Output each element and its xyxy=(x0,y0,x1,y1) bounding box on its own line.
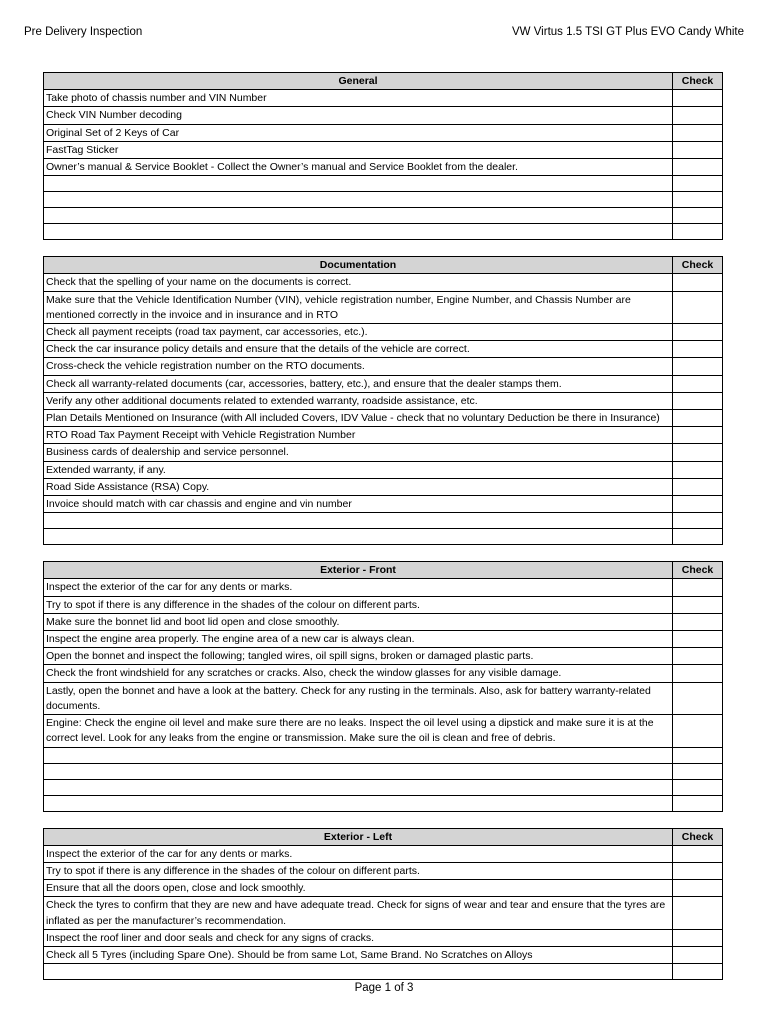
check-cell[interactable] xyxy=(673,862,723,879)
checklist-row xyxy=(44,795,723,811)
check-cell[interactable] xyxy=(673,631,723,648)
item-description: Inspect the engine area properly. The engine area of a new car is always clean. xyxy=(44,631,673,648)
check-cell[interactable] xyxy=(673,795,723,811)
checklist-row xyxy=(44,529,723,545)
checklist-row xyxy=(44,631,723,648)
checklist-row xyxy=(44,964,723,980)
item-description xyxy=(44,224,673,240)
item-description: Check all warranty-related documents (car, accessories, battery, etc.), and ensure that the dealer stamps them. xyxy=(44,375,673,392)
item-description: Business cards of dealership and service personnel. xyxy=(44,444,673,461)
check-cell[interactable] xyxy=(673,579,723,596)
checklist-row xyxy=(44,224,723,240)
spacer-cell xyxy=(44,545,723,562)
checklist-row xyxy=(44,176,723,192)
check-column-header: Check xyxy=(673,562,723,579)
item-description: Check the car insurance policy details and ensure that the details of the vehicle are correct. xyxy=(44,341,673,358)
item-description xyxy=(44,513,673,529)
check-cell[interactable] xyxy=(673,648,723,665)
checklist-row xyxy=(44,410,723,427)
checklist-row xyxy=(44,141,723,158)
check-cell[interactable] xyxy=(673,159,723,176)
check-cell[interactable] xyxy=(673,341,723,358)
item-description: Check the tyres to confirm that they are new and have adequate tread. Check for signs of wear and tear and ensure that the tyres are inflated as per the manufacturer’s recommendation. xyxy=(44,897,673,929)
checklist-row xyxy=(44,763,723,779)
check-cell[interactable] xyxy=(673,208,723,224)
checklist-row xyxy=(44,496,723,513)
item-description: Check the front windshield for any scratches or cracks. Also, check the window glasses for any visible damage. xyxy=(44,665,673,682)
checklist-row xyxy=(44,291,723,323)
item-description xyxy=(44,192,673,208)
checklist-row xyxy=(44,929,723,946)
section-title: Documentation xyxy=(44,257,673,274)
item-description: Inspect the roof liner and door seals and check for any signs of cracks. xyxy=(44,929,673,946)
item-description: Ensure that all the doors open, close and lock smoothly. xyxy=(44,880,673,897)
section-header xyxy=(44,562,723,579)
section-spacer xyxy=(44,545,723,562)
check-cell[interactable] xyxy=(673,90,723,107)
checklist-row xyxy=(44,715,723,747)
checklist-row xyxy=(44,392,723,409)
check-cell[interactable] xyxy=(673,291,723,323)
item-description: Lastly, open the bonnet and have a look at the battery. Check for any rusting in the terminals. Also, ask for battery warranty-related documents. xyxy=(44,682,673,714)
checklist-row xyxy=(44,880,723,897)
item-description: Cross-check the vehicle registration number on the RTO documents. xyxy=(44,358,673,375)
check-cell[interactable] xyxy=(673,444,723,461)
checklist-row xyxy=(44,107,723,124)
check-cell[interactable] xyxy=(673,964,723,980)
check-cell[interactable] xyxy=(673,224,723,240)
item-description xyxy=(44,795,673,811)
section-spacer xyxy=(44,240,723,257)
check-cell[interactable] xyxy=(673,946,723,963)
check-cell[interactable] xyxy=(673,897,723,929)
check-cell[interactable] xyxy=(673,496,723,513)
checklist-row xyxy=(44,192,723,208)
spacer-cell xyxy=(44,240,723,257)
check-cell[interactable] xyxy=(673,529,723,545)
check-cell[interactable] xyxy=(673,665,723,682)
page-number: Page 1 of 3 xyxy=(354,982,414,994)
check-cell[interactable] xyxy=(673,747,723,763)
checklist-row xyxy=(44,478,723,495)
item-description xyxy=(44,208,673,224)
item-description xyxy=(44,176,673,192)
checklist-row xyxy=(44,274,723,291)
item-description: Invoice should match with car chassis and engine and vin number xyxy=(44,496,673,513)
checklist-row xyxy=(44,90,723,107)
checklist-row xyxy=(44,358,723,375)
section-header xyxy=(44,828,723,845)
item-description xyxy=(44,747,673,763)
item-description: Owner’s manual & Service Booklet - Collect the Owner’s manual and Service Booklet from the dealer. xyxy=(44,159,673,176)
checklist-row xyxy=(44,665,723,682)
checklist-row xyxy=(44,513,723,529)
checklist-row xyxy=(44,682,723,714)
inspection-checklist-table xyxy=(43,72,723,980)
item-description xyxy=(44,529,673,545)
item-description: Try to spot if there is any difference in the shades of the colour on different parts. xyxy=(44,862,673,879)
checklist-row xyxy=(44,779,723,795)
section-spacer xyxy=(44,811,723,828)
item-description: Check all payment receipts (road tax payment, car accessories, etc.). xyxy=(44,324,673,341)
check-cell[interactable] xyxy=(673,478,723,495)
check-cell[interactable] xyxy=(673,427,723,444)
check-cell[interactable] xyxy=(673,715,723,747)
check-cell[interactable] xyxy=(673,324,723,341)
item-description xyxy=(44,779,673,795)
check-column-header: Check xyxy=(673,828,723,845)
checklist-row xyxy=(44,648,723,665)
item-description xyxy=(44,964,673,980)
check-cell[interactable] xyxy=(673,461,723,478)
item-description xyxy=(44,763,673,779)
item-description: Check that the spelling of your name on the documents is correct. xyxy=(44,274,673,291)
check-cell[interactable] xyxy=(673,779,723,795)
checklist-row xyxy=(44,341,723,358)
item-description: Inspect the exterior of the car for any dents or marks. xyxy=(44,845,673,862)
vehicle-model: VW Virtus 1.5 TSI GT Plus EVO Candy White xyxy=(512,26,744,38)
checklist-row xyxy=(44,596,723,613)
item-description: RTO Road Tax Payment Receipt with Vehicle Registration Number xyxy=(44,427,673,444)
check-column-header: Check xyxy=(673,73,723,90)
checklist-row xyxy=(44,159,723,176)
check-cell[interactable] xyxy=(673,124,723,141)
check-cell[interactable] xyxy=(673,763,723,779)
check-cell[interactable] xyxy=(673,410,723,427)
document-title: Pre Delivery Inspection xyxy=(24,26,143,38)
check-cell[interactable] xyxy=(673,392,723,409)
checklist-row xyxy=(44,613,723,630)
checklist-row xyxy=(44,862,723,879)
item-description: Take photo of chassis number and VIN Number xyxy=(44,90,673,107)
item-description: Try to spot if there is any difference in the shades of the colour on different parts. xyxy=(44,596,673,613)
item-description: FastTag Sticker xyxy=(44,141,673,158)
item-description: Extended warranty, if any. xyxy=(44,461,673,478)
section-title: Exterior - Front xyxy=(44,562,673,579)
spacer-cell xyxy=(44,811,723,828)
item-description: Open the bonnet and inspect the following; tangled wires, oil spill signs, broken or damaged plastic parts. xyxy=(44,648,673,665)
check-cell[interactable] xyxy=(673,375,723,392)
check-cell[interactable] xyxy=(673,845,723,862)
checklist-row xyxy=(44,124,723,141)
check-cell[interactable] xyxy=(673,107,723,124)
item-description: Check VIN Number decoding xyxy=(44,107,673,124)
checklist-row xyxy=(44,324,723,341)
checklist-row xyxy=(44,208,723,224)
item-description: Engine: Check the engine oil level and make sure there are no leaks. Inspect the oil level using a dipstick and make sure it is at the correct level. Look for any leaks from the engine or transmission. Make sure the oil is clean and free of debris. xyxy=(44,715,673,747)
checklist-row xyxy=(44,444,723,461)
check-cell[interactable] xyxy=(673,176,723,192)
item-description: Inspect the exterior of the car for any dents or marks. xyxy=(44,579,673,596)
checklist-row xyxy=(44,747,723,763)
check-cell[interactable] xyxy=(673,929,723,946)
checklist-row xyxy=(44,375,723,392)
section-header xyxy=(44,257,723,274)
check-cell[interactable] xyxy=(673,513,723,529)
section-header xyxy=(44,73,723,90)
checklist-row xyxy=(44,946,723,963)
check-cell[interactable] xyxy=(673,358,723,375)
checklist-row xyxy=(44,579,723,596)
check-cell[interactable] xyxy=(673,613,723,630)
checklist-row xyxy=(44,897,723,929)
checklist-row xyxy=(44,427,723,444)
item-description: Road Side Assistance (RSA) Copy. xyxy=(44,478,673,495)
check-cell[interactable] xyxy=(673,192,723,208)
check-column-header: Check xyxy=(673,257,723,274)
item-description: Plan Details Mentioned on Insurance (with All included Covers, IDV Value - check that no voluntary Deduction be there in Insurance) xyxy=(44,410,673,427)
checklist-row xyxy=(44,461,723,478)
section-title: Exterior - Left xyxy=(44,828,673,845)
check-cell[interactable] xyxy=(673,880,723,897)
item-description: Verify any other additional documents related to extended warranty, roadside assistance, etc. xyxy=(44,392,673,409)
check-cell[interactable] xyxy=(673,274,723,291)
item-description: Check all 5 Tyres (including Spare One). Should be from same Lot, Same Brand. No Scratches on Alloys xyxy=(44,946,673,963)
item-description: Original Set of 2 Keys of Car xyxy=(44,124,673,141)
section-title: General xyxy=(44,73,673,90)
checklist-row xyxy=(44,845,723,862)
item-description: Make sure that the Vehicle Identification Number (VIN), vehicle registration number, Engine Number, and Chassis Number are mentioned correctly in the invoice and in insurance and in RTO xyxy=(44,291,673,323)
check-cell[interactable] xyxy=(673,596,723,613)
check-cell[interactable] xyxy=(673,682,723,714)
check-cell[interactable] xyxy=(673,141,723,158)
item-description: Make sure the bonnet lid and boot lid open and close smoothly. xyxy=(44,613,673,630)
